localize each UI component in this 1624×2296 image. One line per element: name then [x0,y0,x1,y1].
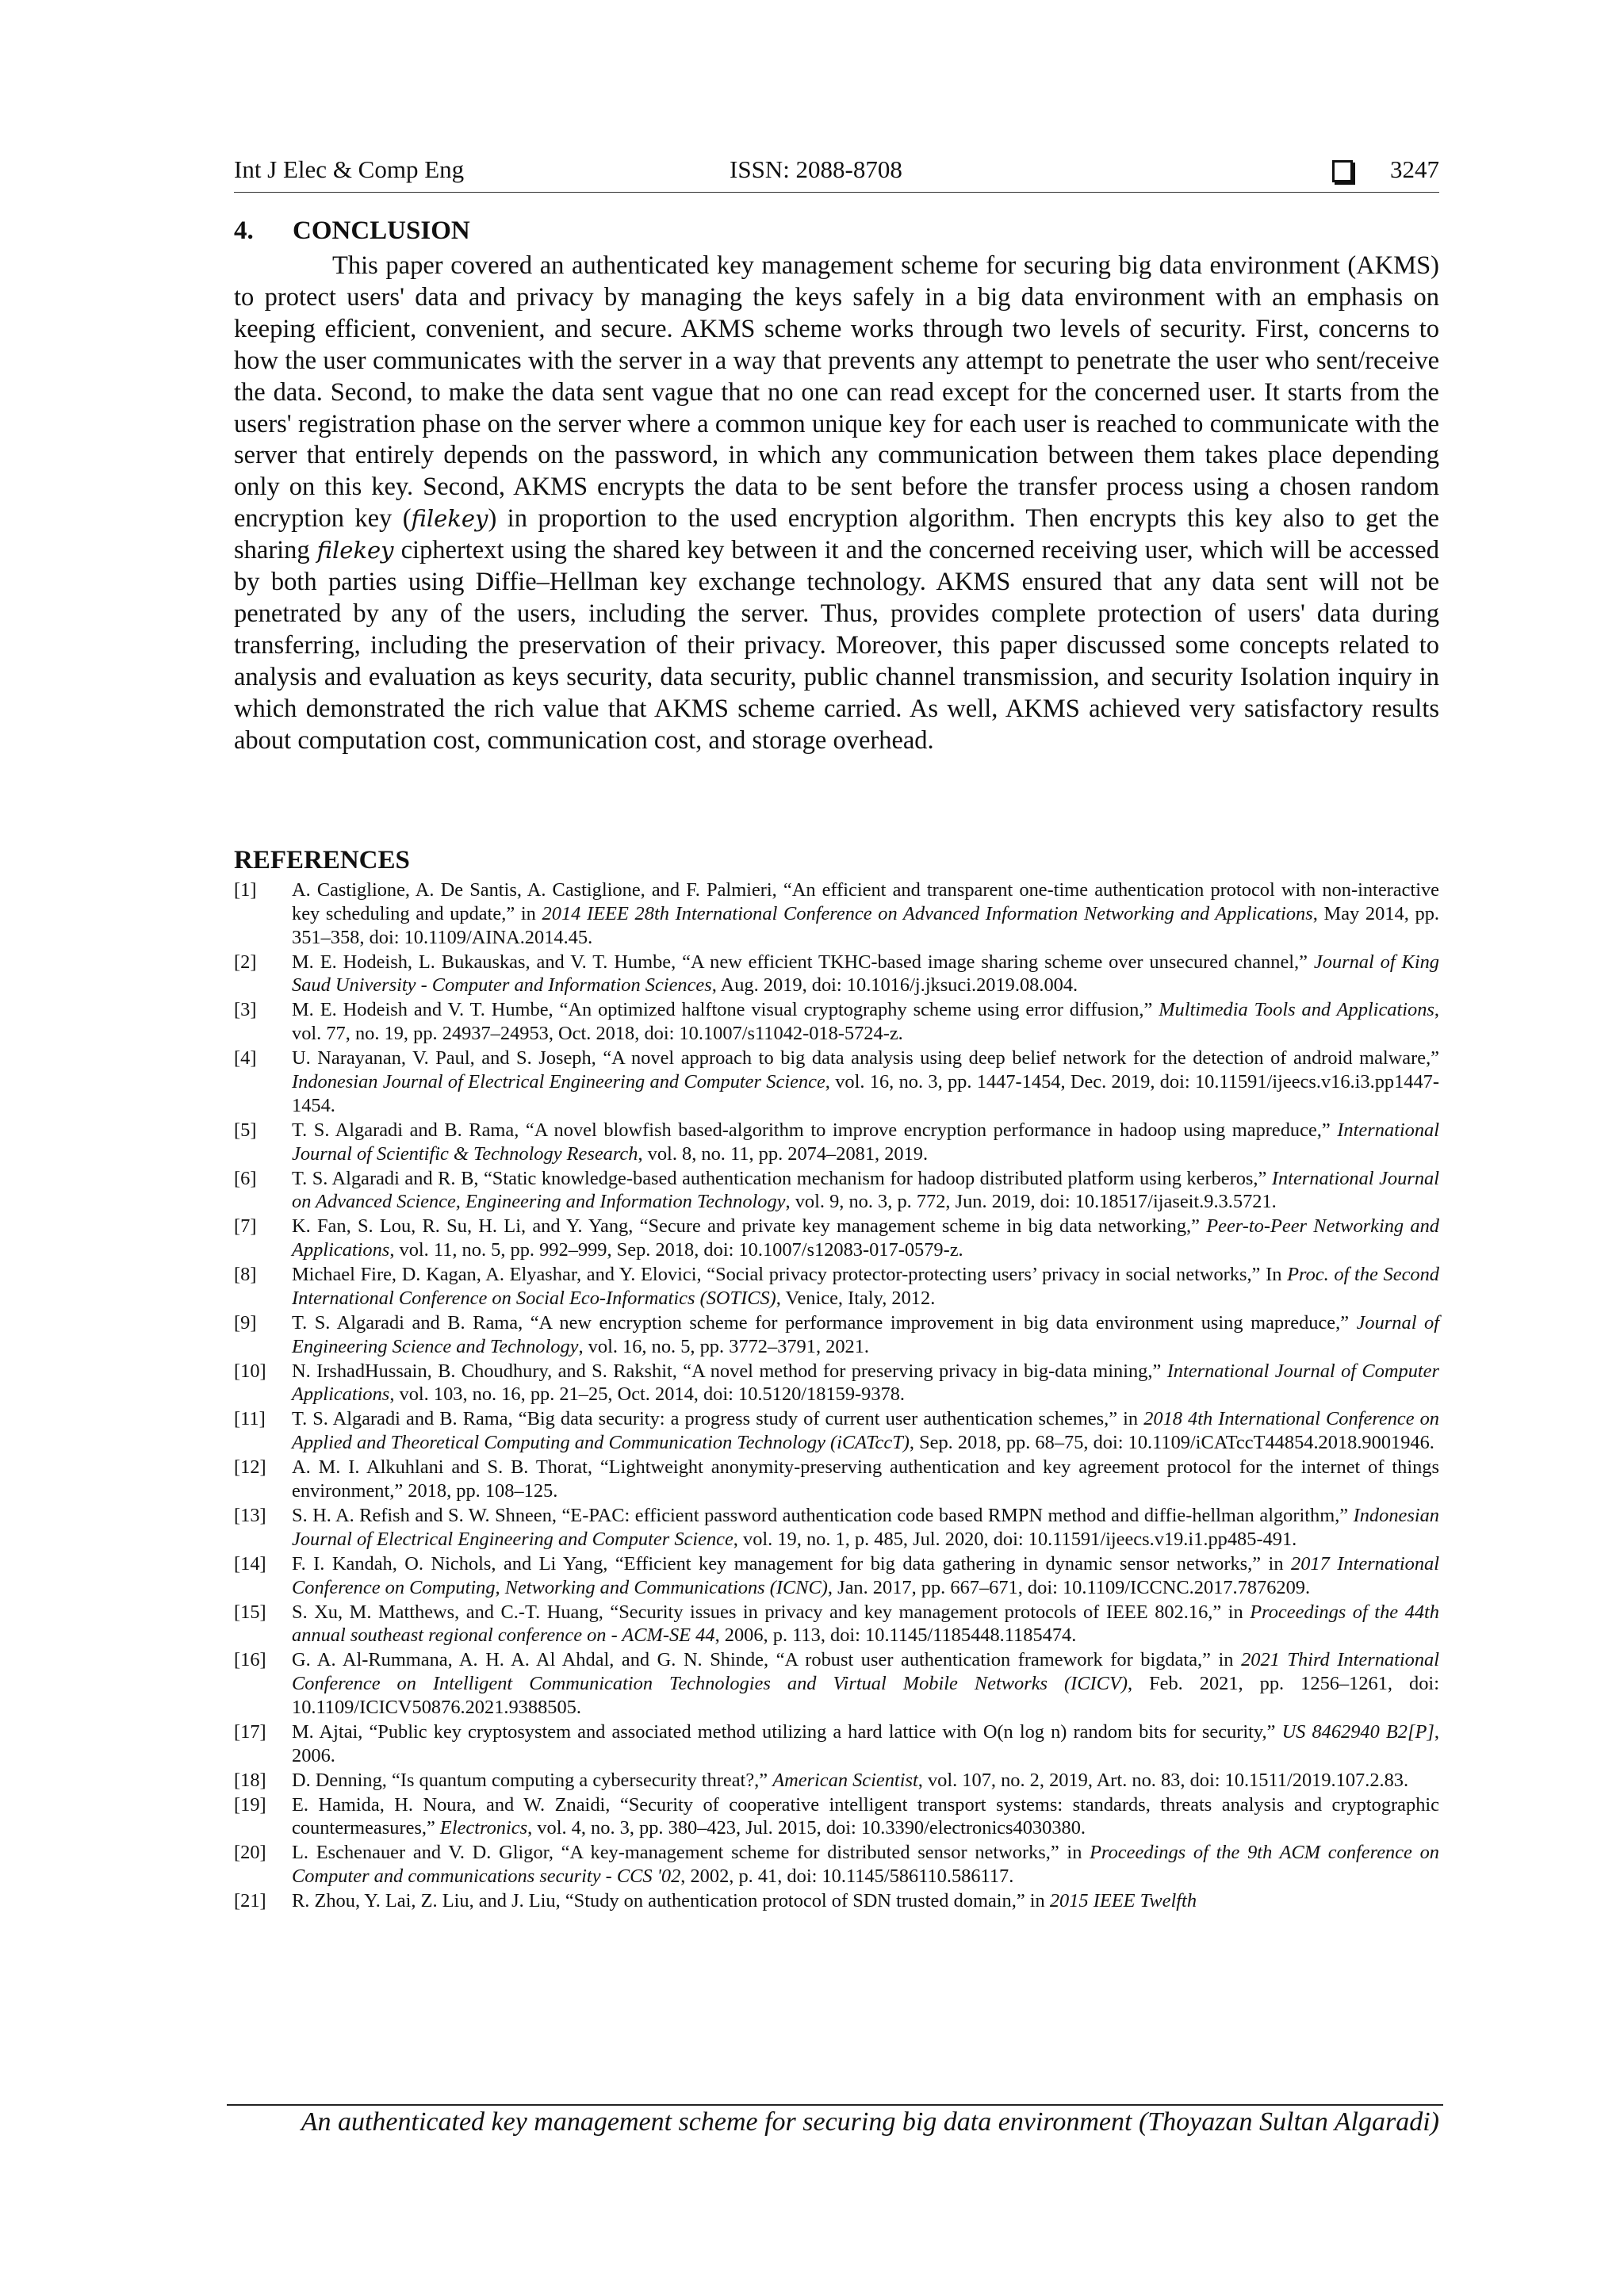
reference-number: [20] [234,1842,266,1864]
reference-number: [6] [234,1167,257,1189]
reference-text: E. Hamida, H. Noura, and W. Znaidi, “Security of cooperative intelligent transport systems: standards, threats analysis and cryptographic countermeasures,” [292,1793,1439,1839]
reference-text: M. E. Hodeish and V. T. Humbe, “An optimized halftone visual cryptography scheme using error diffusion,” [292,999,1159,1021]
reference-item [234,1456,1439,1503]
reference-item [234,1841,1439,1888]
reference-number: [5] [234,1119,257,1141]
reference-venue: 2015 IEEE Twelfth [1049,1890,1197,1912]
reference-details: , Venice, Italy, 2012. [776,1287,936,1309]
reference-venue: International Journal on Advanced Science, Engineering and Information Technology [292,1167,1439,1213]
reference-item [234,1407,1439,1455]
reference-venue: American Scientist [772,1769,918,1791]
reference-number: [9] [234,1311,257,1334]
reference-item [234,1360,1439,1407]
reference-item [234,1720,1439,1768]
reference-venue: Indonesian Journal of Electrical Engineering and Computer Science [292,1504,1439,1550]
reference-item [234,1648,1439,1719]
reference-venue: International Journal of Computer Applications [292,1360,1439,1406]
conclusion-text-3: ciphertext using the shared key between it and the concerned receiving user, which will be accessed by both parties using Diffie–Hellman key exchange technology. AKMS ensured that any data sent will not be penetrated by any of the users, including the server. Thus, provides complete protection of users' data during transferring, including the preservation of their privacy. Moreover, this paper discussed some concepts related to analysis and evaluation as keys security, data security, public channel transmission, and security Isolation inquiry in which demonstrated the rich value that AKMS scheme carried. As well, AKMS achieved very satisfactory results about computation cost, communication cost, and storage overhead. [234,536,1439,755]
reference-number: [19] [234,1793,266,1816]
reference-details: , 2002, p. 41, doi: 10.1145/586110.586117. [680,1866,1014,1888]
reference-venue: 2017 International Conference on Computing, Networking and Communications (ICNC) [292,1552,1439,1598]
reference-details: , vol. 103, no. 16, pp. 21–25, Oct. 2014, doi: 10.5120/18159-9378. [389,1383,906,1406]
reference-number: [8] [234,1264,257,1286]
reference-venue: International Journal of Scientific & Technology Research [292,1119,1439,1165]
reference-details: , Feb. 2021, pp. 1256–1261, doi: 10.1109/ICICV50876.2021.9388505. [292,1673,1439,1718]
reference-venue: 2018 4th International Conference on Applied and Theoretical Computing and Communication Technology (iCATccT) [292,1408,1440,1454]
reference-venue: Indonesian Journal of Electrical Engineering and Computer Science [292,1070,825,1093]
journal-name: Int J Elec & Comp Eng [234,155,465,183]
reference-venue: Peer-to-Peer Networking and Applications [292,1215,1439,1261]
reference-text: K. Fan, S. Lou, R. Su, H. Li, and Y. Yang, “Secure and private key management scheme in big data networking,” [292,1215,1207,1238]
reference-text: G. A. Al-Rummana, A. H. A. Al Ahdal, and G. N. Shinde, “A robust user authentication framework for bigdata,” in [292,1649,1242,1671]
reference-item [234,1552,1439,1600]
reference-details: , May 2014, pp. 351–358, doi: 10.1109/AINA.2014.45. [292,902,1439,948]
reference-venue: Multimedia Tools and Applications [1159,999,1434,1021]
reference-number: [21] [234,1890,266,1912]
reference-text: Michael Fire, D. Kagan, A. Elyashar, and Y. Elovici, “Social privacy protector-protecting users’ privacy in social networks,” In [292,1264,1288,1286]
reference-text: M. Ajtai, “Public key cryptosystem and associated method utilizing a hard lattice with O(n log n) random bits for security,” [292,1720,1282,1743]
reference-number: [13] [234,1504,266,1526]
reference-text: F. I. Kandah, O. Nichols, and Li Yang, “Efficient key management for big data gathering in dynamic sensor networks,” in [292,1552,1292,1575]
reference-item [234,998,1439,1046]
reference-venue: US 8462940 B2[P] [1281,1720,1434,1743]
reference-text: U. Narayanan, V. Paul, and S. Joseph, “A novel approach to big data analysis using deep belief network for the detection of android malware,” [292,1047,1439,1070]
reference-number: [2] [234,951,257,973]
reference-item [234,1047,1439,1117]
reference-number: [16] [234,1649,266,1671]
reference-item [234,1215,1439,1262]
reference-item [234,1601,1439,1648]
section-title: CONCLUSION [293,216,470,245]
reference-venue: 2014 IEEE 28th International Conference on Advanced Information Networking and Applications [542,902,1313,924]
reference-venue: Proc. of the Second International Conference on Social Eco-Informatics (SOTICS) [292,1264,1439,1309]
reference-text: T. S. Algaradi and B. Rama, “A new encryption scheme for performance improvement in big data environment using mapreduce,” [292,1311,1357,1334]
conclusion-text-2: ) in proportion to the used encryption algorithm. Then encrypts this key also to get the sharing [234,504,1439,565]
page-header [234,155,1439,197]
reference-item [234,1769,1439,1793]
reference-venue: Journal of Engineering Science and Technology [292,1311,1439,1357]
reference-details: , vol. 4, no. 3, pp. 380–423, Jul. 2015, doi: 10.3390/electronics4030380. [527,1817,1086,1839]
reference-number: [12] [234,1456,266,1479]
reference-text: T. S. Algaradi and B. Rama, “Big data security: a progress study of current user authentication schemes,” in [292,1408,1144,1430]
reference-details: , 2006. [292,1720,1439,1766]
reference-details: , Sep. 2018, pp. 68–75, doi: 10.1109/iCATccT44854.2018.9001946. [909,1432,1434,1454]
reference-item [234,1311,1439,1359]
references-heading: REFERENCES [234,846,410,874]
reference-number: [1] [234,879,257,901]
footer-rule [227,2104,1443,2106]
reference-list [234,878,1439,1914]
square-box-icon [1332,160,1353,182]
reference-venue: Journal of King Saud University - Computer and Information Sciences [292,951,1439,997]
reference-item [234,1119,1439,1166]
reference-venue: Electronics [439,1817,528,1839]
section-number: 4. [234,216,254,245]
reference-item [234,951,1439,998]
reference-details: , vol. 77, no. 19, pp. 24937–24953, Oct. 2018, doi: 10.1007/s11042-018-5724-z. [292,999,1440,1045]
reference-venue: 2021 Third International Conference on Intelligent Communication Technologies and Virtual Mobile Networks (ICICV) [292,1649,1440,1695]
reference-number: [14] [234,1552,266,1575]
reference-text: L. Eschenauer and V. D. Gligor, “A key-management scheme for distributed sensor networks,” in [292,1842,1090,1864]
reference-number: [17] [234,1720,266,1743]
running-title: An authenticated key management scheme for securing big data environment (Thoyazan Sultan Algaradi) [301,2107,1439,2137]
reference-details: , vol. 16, no. 5, pp. 3772–3791, 2021. [578,1335,870,1357]
reference-number: [4] [234,1047,257,1070]
reference-details: , vol. 11, no. 5, pp. 992–999, Sep. 2018, doi: 10.1007/s12083-017-0579-z. [389,1239,963,1261]
reference-item [234,1504,1439,1552]
reference-details: , vol. 16, no. 3, pp. 1447-1454, Dec. 2019, doi: 10.11591/ijeecs.v16.i3.pp1447-1454. [292,1070,1439,1116]
reference-text: S. Xu, M. Matthews, and C.-T. Huang, “Security issues in privacy and key management protocols of IEEE 802.16,” in [292,1601,1251,1623]
reference-details: , vol. 107, no. 2, 2019, Art. no. 83, doi: 10.1511/2019.107.2.83. [917,1769,1409,1791]
reference-text: T. S. Algaradi and R. B, “Static knowledge-based authentication mechanism for hadoop distributed platform using kerberos,” [292,1167,1272,1189]
reference-item [234,878,1439,949]
reference-details: , Aug. 2019, doi: 10.1016/j.jksuci.2019.08.004. [711,974,1078,997]
math-filekey: filekey [411,505,488,533]
reference-text: M. E. Hodeish, L. Bukauskas, and V. T. Humbe, “A new efficient TKHC-based image sharing scheme over unsecured channel,” [292,951,1314,973]
reference-item [234,1889,1439,1913]
reference-item [234,1793,1439,1841]
reference-text: S. H. A. Refish and S. W. Shneen, “E-PAC: efficient password authentication code based RMPN method and diffie-hellman algorithm,” [292,1504,1354,1526]
section-heading [234,216,470,246]
reference-number: [7] [234,1215,257,1238]
reference-number: [15] [234,1601,266,1623]
reference-venue: Proceedings of the 9th ACM conference on Computer and communications security - CCS '02 [292,1842,1439,1888]
conclusion-text-1: This paper covered an authenticated key management scheme for securing big data environment (AKMS) to protect users' data and privacy by managing the keys safely in a big data environment with an emphasis on keeping efficient, convenient, and secure. AKMS scheme works through two levels of security. First, concerns to how the user communicates with the server in a way that prevents any attempt to penetrate the user who sent/receive the data. Second, to make the data sent vague that no one can read except for the concerned user. It starts from the users' registration phase on the server where a common unique key for each user is reached to communicate with the server that entirely depends on the password, in which any communication between them takes place depending only on this key. Second, AKMS encrypts the data to be sent before the transfer process using a chosen random encryption key ( [234,251,1439,534]
reference-details: , 2006, p. 113, doi: 10.1145/1185448.1185474. [714,1624,1077,1647]
reference-details: , vol. 9, no. 3, p. 772, Jun. 2019, doi: 10.18517/ijaseit.9.3.5721. [785,1191,1277,1213]
issn: ISSN: 2088-8708 [730,155,902,183]
math-filekey: filekey [316,537,394,564]
page-number: 3247 [1390,155,1439,183]
reference-venue: Proceedings of the 44th annual southeast regional conference on - ACM-SE 44 [292,1601,1439,1647]
reference-item [234,1167,1439,1215]
reference-details: , vol. 19, no. 1, p. 485, Jul. 2020, doi: 10.11591/ijeecs.v19.i1.pp485-491. [733,1528,1297,1550]
reference-number: [10] [234,1360,266,1382]
reference-text: A. Castiglione, A. De Santis, A. Castiglione, and F. Palmieri, “An efficient and transparent one-time authentication protocol with non-interactive key scheduling and update,” in [292,879,1439,924]
reference-details: , Jan. 2017, pp. 667–671, doi: 10.1109/ICCNC.2017.7876209. [827,1576,1311,1598]
reference-number: [11] [234,1408,266,1430]
reference-text: R. Zhou, Y. Lai, Z. Liu, and J. Liu, “Study on authentication protocol of SDN trusted domain,” in [292,1890,1050,1912]
reference-details: , vol. 8, no. 11, pp. 2074–2081, 2019. [638,1142,929,1165]
conclusion-paragraph [234,251,1439,757]
reference-text: A. M. I. Alkuhlani and S. B. Thorat, “Lightweight anonymity-preserving authentication and key agreement protocol for the internet of things environment,” 2018, pp. 108–125. [292,1456,1439,1502]
reference-number: [3] [234,999,257,1021]
header-rule [234,192,1439,193]
reference-text: N. IrshadHussain, B. Choudhury, and S. Rakshit, “A novel method for preserving privacy in big-data mining,” [292,1360,1167,1382]
reference-item [234,1263,1439,1311]
reference-text: D. Denning, “Is quantum computing a cybersecurity threat?,” [292,1769,773,1791]
reference-text: T. S. Algaradi and B. Rama, “A novel blowfish based-algorithm to improve encryption performance in hadoop using mapreduce,” [292,1119,1338,1141]
reference-number: [18] [234,1769,266,1791]
